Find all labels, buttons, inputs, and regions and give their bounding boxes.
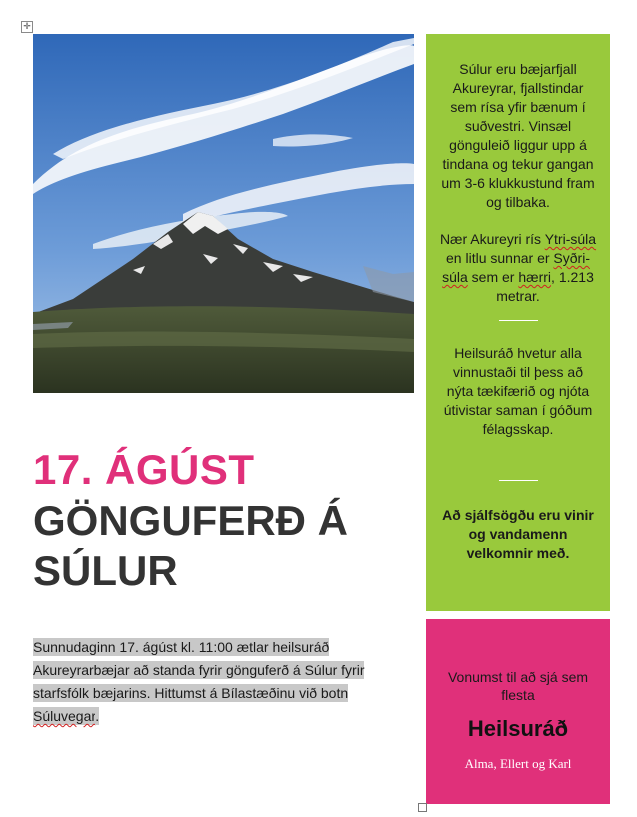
sidebar-divider — [499, 480, 538, 481]
event-description — [33, 636, 398, 728]
misspelled-word: Ytri-súla — [544, 231, 597, 247]
misspelled-word: hærri — [518, 269, 552, 285]
description-end: . — [95, 708, 100, 724]
mountain-photo — [33, 34, 414, 393]
misspelled-word: Súluvegar — [33, 708, 96, 724]
description-text: Sunnudaginn 17. ágúst kl. 11:00 ætlar heilsuráð Akureyrarbæjar að standa fyrir gönguferð á Súlur fyrir starfsfólk bæjarins. Hittumst á Bílastæðinu við botn — [33, 639, 365, 701]
peaks-text-3: sem er — [467, 269, 519, 285]
invite-text: Vonumst til að sjá sem flesta — [447, 669, 589, 703]
organizer-names: Alma, Ellert og Karl — [464, 756, 572, 771]
sidebar-paragraph-about: Súlur eru bæjarfjall Akureyrar, fjallstindar sem rísa yfir bænum í suðvestri. Vinsæl gönguleið liggur upp á tindana og tekur gangan um 3-6 klukkustund fram og tilbaka. — [441, 61, 595, 210]
sidebar-divider — [499, 320, 538, 321]
organization-name: Heilsuráð — [467, 716, 569, 741]
table-move-handle-icon[interactable]: ✛ — [21, 21, 33, 33]
event-title: GÖNGUFERÐ Á SÚLUR — [33, 497, 348, 594]
peaks-text-4: , 1.213 metrar. — [496, 269, 594, 304]
info-sidebar — [426, 34, 610, 611]
sidebar-paragraph-peaks — [438, 230, 598, 306]
peaks-text-1: Nær Akureyri rís — [439, 231, 545, 247]
sidebar-paragraph-encourage: Heilsuráð hvetur alla vinnustaði til þess að nýta tækifærið og njóta útivistar saman í góðum félagsskap. — [443, 345, 593, 437]
event-date: 17. ÁGÚST — [33, 446, 255, 493]
signature-box — [426, 619, 610, 804]
sidebar-paragraph-welcome: Að sjálfsögðu eru vinir og vandamenn velkomnir með. — [442, 507, 594, 561]
misspelled-word: Syðri-súla — [442, 250, 590, 285]
peaks-text-2: en litlu sunnar er — [446, 250, 554, 266]
table-resize-handle[interactable] — [418, 803, 427, 812]
